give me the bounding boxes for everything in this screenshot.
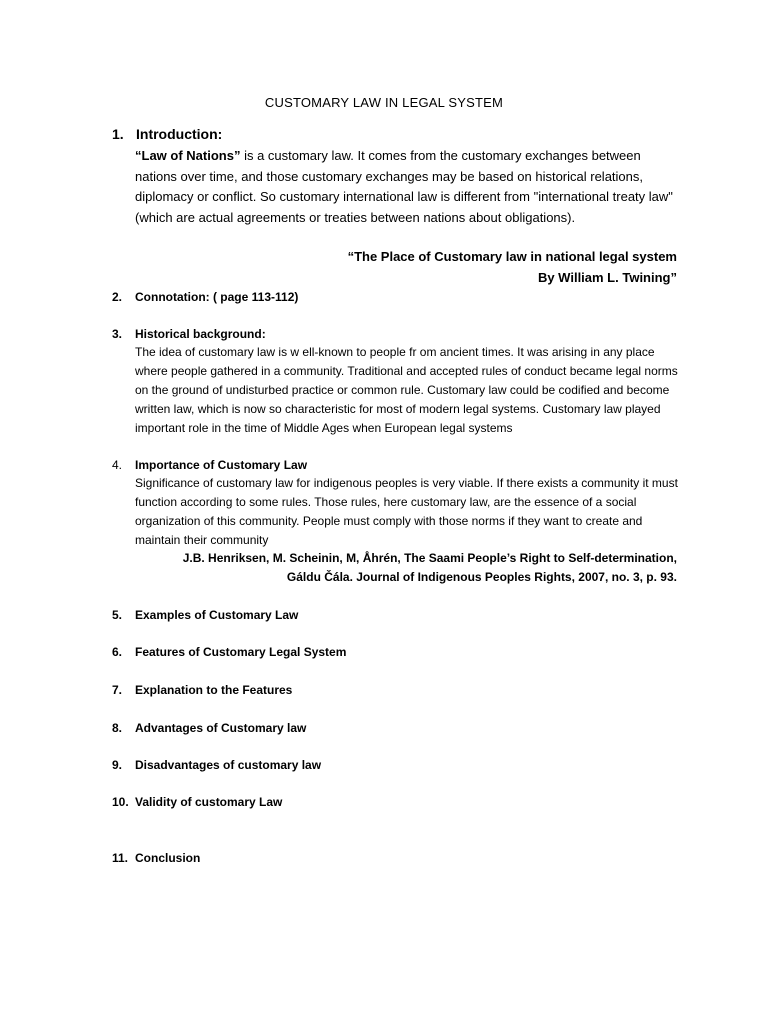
section-heading-text: Historical background: — [135, 327, 266, 341]
section-heading-text: Explanation to the Features — [135, 683, 293, 697]
quote-line-1: “The Place of Customary law in national legal system — [347, 249, 677, 264]
document-title: CUSTOMARY LAW IN LEGAL SYSTEM — [264, 95, 504, 110]
introduction-quote — [135, 246, 677, 288]
list-item — [112, 795, 282, 809]
citation-line-2: Gáldu Čála. Journal of Indigenous Peoples Rights, 2007, no. 3, p. 93. — [286, 570, 677, 584]
section-number: 3. — [112, 327, 123, 341]
section-heading-text: Features of Customary Legal System — [135, 645, 347, 659]
historical-paragraph: The idea of customary law is w ell-known to people fr om ancient times. It was arising in any place where people gathered in a community. Traditional and accepted rules of conduct became legal norms on the ground of undisturbed practice or common rule. Customary law could be codified and become written law, which is now so characteristic for most of modern legal systems. Customary law played important role in the time of Middle Ages when European legal systems — [135, 345, 678, 435]
section-number: 5. — [112, 608, 123, 622]
section-number: 4. — [112, 458, 123, 472]
importance-citation — [135, 549, 677, 587]
section-number: 1. — [112, 126, 124, 142]
section-number: 2. — [112, 290, 123, 304]
section-heading-text: Disadvantages of customary law — [135, 758, 322, 772]
law-of-nations-term: “Law of Nations” — [135, 148, 241, 163]
section-introduction-heading — [112, 126, 222, 142]
section-heading-text: Validity of customary Law — [135, 795, 283, 809]
list-item — [112, 608, 298, 622]
section-historical-heading — [112, 327, 266, 341]
section-number: 6. — [112, 645, 123, 659]
section-number: 11. — [112, 851, 129, 865]
introduction-body: is a customary law. It comes from the customary exchanges between nations over time, and those customary exchanges may be based on historical relations, diplomacy or conflict. So customary international law is different from "international treaty law" (which are actual agreements or treaties between nations about obligations). — [135, 148, 673, 225]
section-heading-text: Connotation: ( page 113-112) — [135, 290, 299, 304]
list-item — [112, 645, 346, 659]
list-item — [112, 683, 292, 697]
section-number: 7. — [112, 683, 123, 697]
section-importance-heading — [112, 458, 307, 472]
section-connotation-heading — [112, 290, 298, 304]
citation-line-1: J.B. Henriksen, M. Scheinin, M, Åhrén, The Saami People’s Right to Self-determination, — [182, 551, 677, 565]
importance-paragraph: Significance of customary law for indigenous peoples is very viable. If there exists a community it must function according to some rules. Those rules, here customary law, are the essence of a social organization of this community. People must comply with those norms if they want to create and maintain their community — [135, 476, 678, 547]
list-item — [112, 721, 306, 735]
quote-line-2: By William L. Twining” — [537, 270, 677, 285]
section-heading-text: Introduction: — [136, 126, 223, 142]
section-heading-text: Examples of Customary Law — [135, 608, 299, 622]
section-number: 10. — [112, 795, 129, 809]
section-heading-text: Importance of Customary Law — [135, 458, 308, 472]
list-item — [112, 758, 321, 772]
section-number: 8. — [112, 721, 123, 735]
list-item — [112, 851, 200, 865]
section-heading-text: Conclusion — [135, 851, 201, 865]
introduction-paragraph — [135, 146, 680, 228]
section-number: 9. — [112, 758, 123, 772]
section-heading-text: Advantages of Customary law — [135, 721, 307, 735]
